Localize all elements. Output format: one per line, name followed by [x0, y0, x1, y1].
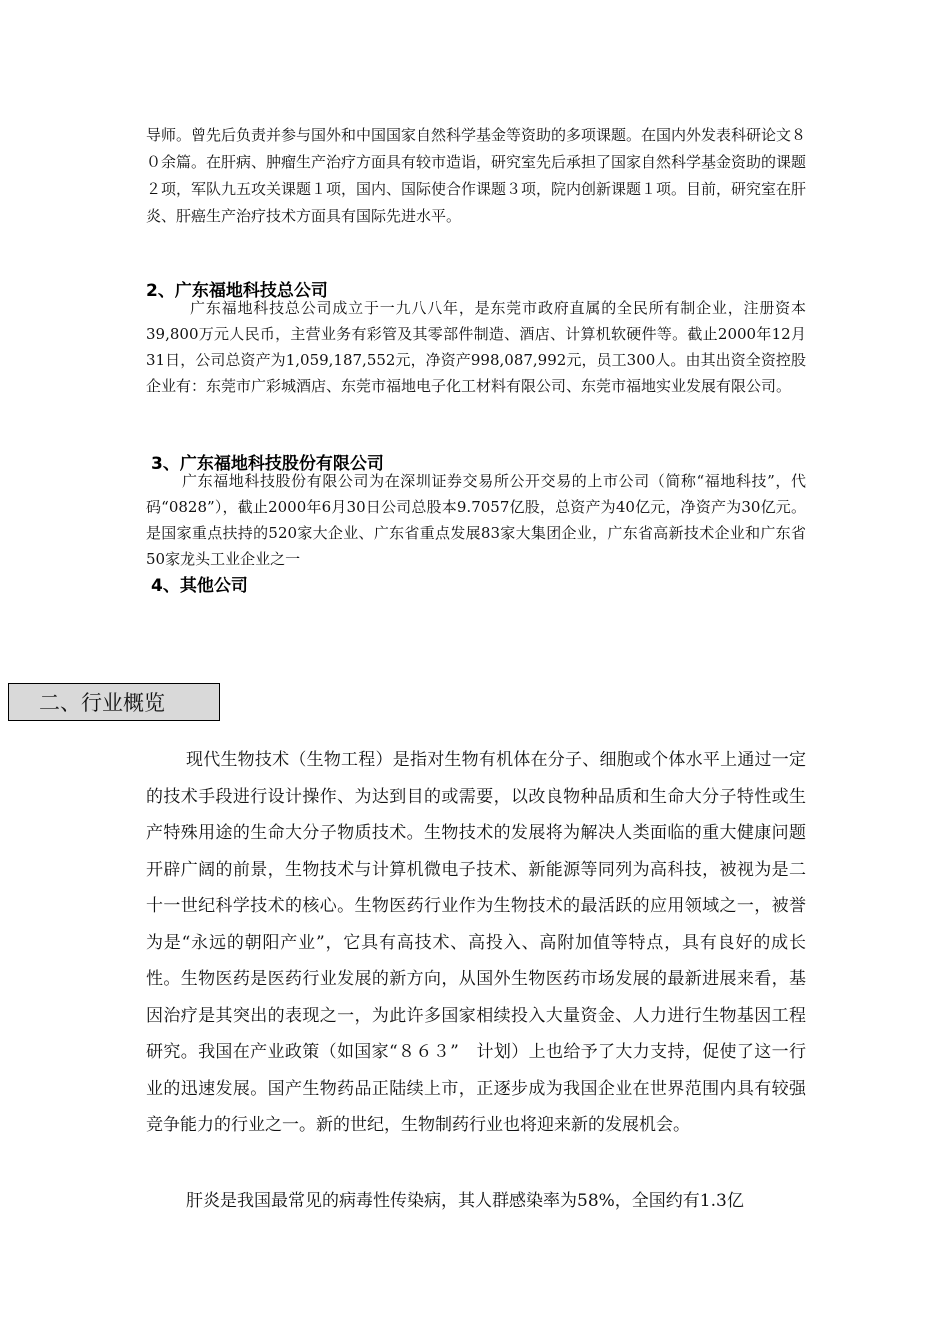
subsection-body-2: 广东福地科技总公司成立于一九八八年，是东莞市政府直属的全民所有制企业，注册资本39,800万元人民币，主营业务有彩管及其零部件制造、酒店、计算机软硬件等。截止2000年12月31日，公司总资产为1,059,187,552元，净资产998,087,992元，员工300人。由其出资全资控股企业有：东莞市广彩城酒店、东莞市福地电子化工材料有限公司、东莞市福地实业发展有限公司。	[146, 299, 806, 395]
subsection-heading-2: 2、广东福地科技总公司	[146, 281, 328, 301]
subsection-heading-3: 3、广东福地科技股份有限公司	[151, 454, 384, 474]
section-title: 二、行业概览	[8, 683, 220, 721]
hepatitis-paragraph: 肝炎是我国最常见的病毒性传染病，其人群感染率为58%，全国约有1.3亿	[186, 1191, 744, 1211]
intro-paragraph: 导师。曾先后负责并参与国外和中国国家自然科学基金等资助的多项课题。在国内外发表科研论文８０余篇。在肝病、肿瘤生产治疗方面具有较市造诣，研究室先后承担了国家自然科学基金资助的课题２项，军队九五攻关课题１项，国内、国际使合作课题３项，院内创新课题１项。目前，研究室在肝炎、肝癌生产治疗技术方面具有国际先进水平。	[146, 126, 807, 225]
subsection-heading-4: 4、其他公司	[151, 576, 248, 596]
industry-paragraph: 现代生物技术（生物工程）是指对生物有机体在分子、细胞或个体水平上通过一定的技术手段进行设计操作、为达到目的或需要，以改良物种品质和生命大分子特性或生产特殊用途的生命大分子物质技术。生物技术的发展将为解决人类面临的重大健康问题开辟广阔的前景，生物技术与计算机微电子技术、新能源等同列为高科技，被视为是二十一世纪科学技术的核心。生物医药行业作为生物技术的最活跃的应用领域之一，被誉为是“永远的朝阳产业”，它具有高技术、高投入、高附加值等特点，具有良好的成长性。生物医药是医药行业发展的新方向，从国外生物医药市场发展的最新进展来看，基因治疗是其突出的表现之一，为此许多国家相续投入大量资金、人力进行生物基因工程研究。我国在产业政策（如国家“８６３” 计划）上也给予了大力支持，促使了这一行业的迅速发展。国产生物药品正陆续上市，正逐步成为我国企业在世界范围内具有较强竞争能力的行业之一。新的世纪，生物制药行业也将迎来新的发展机会。	[146, 750, 806, 1135]
subsection-body-3: 广东福地科技股份有限公司为在深圳证券交易所公开交易的上市公司（简称“福地科技”，代码“0828”），截止2000年6月30日公司总股本9.7057亿股，总资产为40亿元，净资产为30亿元。是国家重点扶持的520家大企业、广东省重点发展83家大集团企业，广东省高新技术企业和广东省50家龙头工业企业之一	[146, 472, 806, 568]
